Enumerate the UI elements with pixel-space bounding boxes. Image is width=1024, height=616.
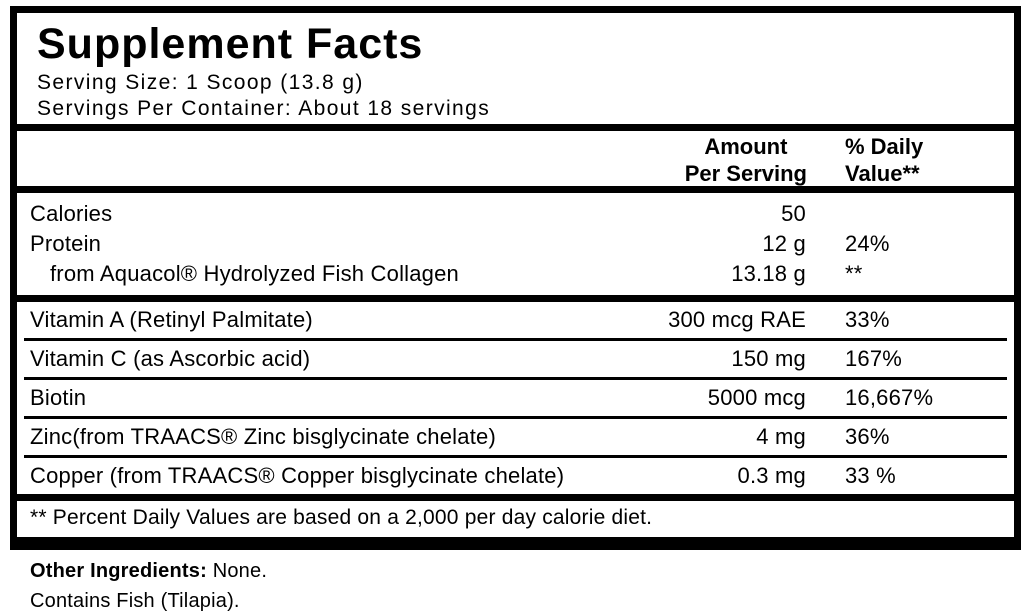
table-row-protein: [17, 229, 1014, 259]
table-row-copper: [17, 458, 1014, 494]
amount-per-serving-header: Amount Per Serving: [684, 134, 807, 186]
nutrient-name: Vitamin A (Retinyl Palmitate): [30, 307, 313, 332]
nutrient-amount: 50: [781, 201, 806, 226]
nutrient-name: from Aquacol® Hydrolyzed Fish Collagen: [50, 261, 459, 286]
table-row-calories: [17, 199, 1014, 229]
nutrient-amount: 150 mg: [731, 346, 806, 371]
nutrient-dv: 36%: [845, 424, 890, 449]
nutrient-dv: 24%: [845, 231, 890, 256]
nutrient-amount: 12 g: [762, 231, 806, 256]
other-ingredients-label: Other Ingredients:: [30, 560, 207, 582]
other-ingredients-line: [30, 556, 267, 586]
daily-value-header: % Daily Value**: [845, 134, 924, 186]
nutrient-amount: 4 mg: [756, 424, 806, 449]
nutrient-dv: 33 %: [845, 463, 896, 488]
section-divider-bar: [17, 186, 1014, 193]
daily-value-footnote: ** Percent Daily Values are based on a 2,000 per day calorie diet.: [30, 506, 653, 529]
nutrient-name: Vitamin C (as Ascorbic acid): [30, 346, 311, 371]
nutrient-name: Biotin: [30, 385, 87, 410]
table-row-collagen-source: [17, 259, 1014, 289]
nutrient-dv: 167%: [845, 346, 903, 371]
nutrient-name: Calories: [30, 201, 113, 226]
table-row-vitamin-c: [17, 341, 1014, 377]
section-divider-bar: [17, 295, 1014, 302]
nutrient-dv: 33%: [845, 307, 890, 332]
nutrient-amount: 0.3 mg: [737, 463, 806, 488]
nutrient-amount: 300 mcg RAE: [668, 307, 806, 332]
nutrient-name: Copper (from TRAACS® Copper bisglycinate chelate): [30, 463, 565, 488]
below-label-text: [30, 556, 267, 616]
servings-per-container: Servings Per Container: About 18 servings: [37, 97, 491, 120]
table-row-vitamin-a: [17, 302, 1014, 338]
column-header-row: [17, 131, 1014, 186]
allergen-statement: Contains Fish (Tilapia).: [30, 590, 240, 612]
nutrient-name: Zinc(from TRAACS® Zinc bisglycinate chelate): [30, 424, 496, 449]
supplement-facts-panel: [10, 6, 1021, 550]
nutrient-amount: 13.18 g: [731, 261, 806, 286]
section-divider-bar: [17, 124, 1014, 131]
section-divider-bar: [17, 494, 1014, 501]
table-row-zinc: [17, 419, 1014, 455]
nutrient-dv: **: [845, 261, 863, 286]
panel-header: [17, 13, 1014, 124]
panel-title: Supplement Facts: [37, 20, 424, 68]
nutrient-dv: 16,667%: [845, 385, 934, 410]
macro-section: [17, 193, 1014, 295]
nutrient-name: Protein: [30, 231, 102, 256]
serving-size: Serving Size: 1 Scoop (13.8 g): [37, 71, 364, 94]
nutrient-amount: 5000 mcg: [707, 385, 806, 410]
other-ingredients-value: None.: [212, 560, 268, 582]
table-row-biotin: [17, 380, 1014, 416]
